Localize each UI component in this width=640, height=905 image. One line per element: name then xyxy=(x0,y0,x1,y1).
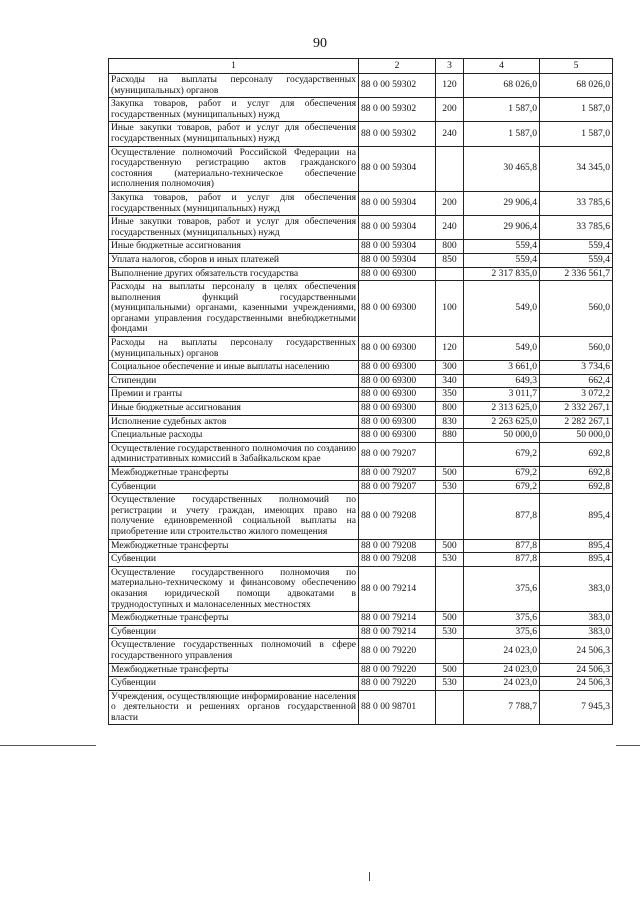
cell-name: Расходы на выплаты персоналу государственных (муниципальных) органов xyxy=(109,337,359,361)
cell-name: Закупка товаров, работ и услуг для обеспечения государственных (муниципальных) нужд xyxy=(109,191,359,215)
cell-name: Специальные расходы xyxy=(109,429,359,443)
cell-amount-year2: 559,4 xyxy=(540,240,613,254)
cell-amount-year1: 2 263 625,0 xyxy=(464,415,540,429)
cell-kvr: 530 xyxy=(436,553,464,567)
table-row xyxy=(109,253,613,267)
cell-name: Премии и гранты xyxy=(109,388,359,402)
cell-name: Межбюджетные трансферты xyxy=(109,612,359,626)
cell-amount-year1: 2 313 625,0 xyxy=(464,402,540,416)
cell-code: 88 0 00 69300 xyxy=(359,361,436,375)
cell-amount-year1: 24 023,0 xyxy=(464,663,540,677)
cell-amount-year2: 34 345,0 xyxy=(540,146,613,191)
cell-amount-year1: 24 023,0 xyxy=(464,677,540,691)
cell-code: 88 0 00 59304 xyxy=(359,191,436,215)
cell-kvr: 500 xyxy=(436,539,464,553)
table-row xyxy=(109,639,613,663)
table-row xyxy=(109,240,613,254)
cell-kvr: 530 xyxy=(436,677,464,691)
table-row xyxy=(109,480,613,494)
cell-kvr: 300 xyxy=(436,361,464,375)
cell-code: 88 0 00 59304 xyxy=(359,253,436,267)
cell-kvr: 830 xyxy=(436,415,464,429)
cell-kvr: 200 xyxy=(436,98,464,122)
cell-kvr xyxy=(436,146,464,191)
budget-table xyxy=(108,58,613,725)
cell-name: Межбюджетные трансферты xyxy=(109,663,359,677)
cell-amount-year1: 679,2 xyxy=(464,467,540,481)
cell-code: 88 0 00 79220 xyxy=(359,663,436,677)
page-number: 90 xyxy=(313,36,327,51)
cell-amount-year2: 383,0 xyxy=(540,612,613,626)
cell-name: Субвенции xyxy=(109,553,359,567)
cell-name: Расходы на выплаты персоналу государственных (муниципальных) органов xyxy=(109,74,359,98)
cell-amount-year1: 30 465,8 xyxy=(464,146,540,191)
cell-code: 88 0 00 79214 xyxy=(359,625,436,639)
cell-amount-year1: 3 011,7 xyxy=(464,388,540,402)
cell-amount-year2: 559,4 xyxy=(540,253,613,267)
cell-name: Осуществление государственных полномочий в сфере государственного управления xyxy=(109,639,359,663)
cell-kvr: 500 xyxy=(436,612,464,626)
cell-amount-year2: 33 785,6 xyxy=(540,216,613,240)
cell-amount-year1: 29 906,4 xyxy=(464,191,540,215)
cell-amount-year1: 1 587,0 xyxy=(464,122,540,146)
cell-kvr xyxy=(436,690,464,725)
cell-kvr: 850 xyxy=(436,253,464,267)
cell-kvr: 800 xyxy=(436,402,464,416)
table-row xyxy=(109,74,613,98)
table-row xyxy=(109,677,613,691)
cell-name: Стипендии xyxy=(109,374,359,388)
column-header-year2: 5 xyxy=(540,59,613,74)
cell-kvr xyxy=(436,267,464,281)
table-row xyxy=(109,494,613,539)
cell-name: Субвенции xyxy=(109,625,359,639)
cell-name: Осуществление полномочий Российской Федерации на государственную регистрацию актов гражданского состояния (материально-техническое обеспечение исполнения полномочия) xyxy=(109,146,359,191)
cell-amount-year2: 383,0 xyxy=(540,566,613,611)
cell-name: Осуществление государственного полномочия по созданию административных комиссий в Забайкальском крае xyxy=(109,442,359,466)
cell-amount-year1: 50 000,0 xyxy=(464,429,540,443)
cell-kvr xyxy=(436,566,464,611)
cell-amount-year1: 559,4 xyxy=(464,253,540,267)
cell-name: Межбюджетные трансферты xyxy=(109,539,359,553)
cell-name: Учреждения, осуществляющие информирование населения о деятельности и решениях органов государственной власти xyxy=(109,690,359,725)
column-header-year1: 4 xyxy=(464,59,540,74)
cell-code: 88 0 00 59302 xyxy=(359,122,436,146)
cell-amount-year1: 24 023,0 xyxy=(464,639,540,663)
cell-amount-year1: 877,8 xyxy=(464,494,540,539)
cell-amount-year1: 375,6 xyxy=(464,566,540,611)
cell-amount-year2: 50 000,0 xyxy=(540,429,613,443)
table-row xyxy=(109,374,613,388)
cell-name: Расходы на выплаты персоналу в целях обеспечения выполнения функций государственными (муниципальными) органами, казенными учреждениями, органами управления государственными внебюджетными фондами xyxy=(109,281,359,337)
cell-code: 88 0 00 69300 xyxy=(359,267,436,281)
cell-code: 88 0 00 79214 xyxy=(359,566,436,611)
cell-amount-year2: 24 506,3 xyxy=(540,677,613,691)
table-row xyxy=(109,361,613,375)
cell-amount-year2: 3 072,2 xyxy=(540,388,613,402)
cell-code: 88 0 00 59304 xyxy=(359,216,436,240)
margin-line-left xyxy=(0,745,96,746)
cell-kvr: 530 xyxy=(436,480,464,494)
table-row xyxy=(109,267,613,281)
table-row xyxy=(109,553,613,567)
column-header-name: 1 xyxy=(109,59,359,74)
cell-amount-year2: 692,8 xyxy=(540,480,613,494)
cell-kvr: 530 xyxy=(436,625,464,639)
cell-amount-year2: 68 026,0 xyxy=(540,74,613,98)
cell-amount-year1: 29 906,4 xyxy=(464,216,540,240)
cell-amount-year2: 33 785,6 xyxy=(540,191,613,215)
cell-amount-year1: 649,3 xyxy=(464,374,540,388)
cell-name: Иные бюджетные ассигнования xyxy=(109,240,359,254)
cell-name: Уплата налогов, сборов и иных платежей xyxy=(109,253,359,267)
cell-name: Иные закупки товаров, работ и услуг для обеспечения государственных (муниципальных) нужд xyxy=(109,216,359,240)
table-row xyxy=(109,566,613,611)
cell-code: 88 0 00 69300 xyxy=(359,402,436,416)
cell-amount-year1: 3 661,0 xyxy=(464,361,540,375)
cell-amount-year2: 1 587,0 xyxy=(540,98,613,122)
cell-amount-year1: 679,2 xyxy=(464,442,540,466)
cell-amount-year2: 895,4 xyxy=(540,553,613,567)
cell-amount-year2: 7 945,3 xyxy=(540,690,613,725)
table-row xyxy=(109,625,613,639)
cell-amount-year2: 560,0 xyxy=(540,337,613,361)
table-row xyxy=(109,281,613,337)
cell-code: 88 0 00 79220 xyxy=(359,677,436,691)
cell-code: 88 0 00 79208 xyxy=(359,539,436,553)
cell-amount-year2: 895,4 xyxy=(540,494,613,539)
cell-amount-year1: 1 587,0 xyxy=(464,98,540,122)
cell-kvr: 800 xyxy=(436,240,464,254)
cell-name: Субвенции xyxy=(109,677,359,691)
cell-amount-year2: 2 336 561,7 xyxy=(540,267,613,281)
cell-amount-year1: 877,8 xyxy=(464,553,540,567)
cell-kvr xyxy=(436,639,464,663)
table-row xyxy=(109,442,613,466)
cell-kvr: 100 xyxy=(436,281,464,337)
cell-code: 88 0 00 69300 xyxy=(359,374,436,388)
table-row xyxy=(109,539,613,553)
cell-amount-year2: 24 506,3 xyxy=(540,663,613,677)
cell-code: 88 0 00 59302 xyxy=(359,98,436,122)
cell-amount-year2: 895,4 xyxy=(540,539,613,553)
cell-code: 88 0 00 59302 xyxy=(359,74,436,98)
cell-amount-year1: 375,6 xyxy=(464,625,540,639)
table-row xyxy=(109,402,613,416)
bottom-mark xyxy=(369,872,370,881)
cell-name: Иные закупки товаров, работ и услуг для обеспечения государственных (муниципальных) нужд xyxy=(109,122,359,146)
table-row xyxy=(109,415,613,429)
cell-kvr: 880 xyxy=(436,429,464,443)
table-row xyxy=(109,612,613,626)
cell-kvr: 240 xyxy=(436,216,464,240)
cell-kvr: 200 xyxy=(436,191,464,215)
cell-name: Социальное обеспечение и иные выплаты населению xyxy=(109,361,359,375)
column-header-code: 2 xyxy=(359,59,436,74)
cell-amount-year2: 560,0 xyxy=(540,281,613,337)
cell-amount-year1: 679,2 xyxy=(464,480,540,494)
cell-amount-year1: 559,4 xyxy=(464,240,540,254)
cell-name: Субвенции xyxy=(109,480,359,494)
cell-code: 88 0 00 79208 xyxy=(359,553,436,567)
cell-amount-year1: 549,0 xyxy=(464,281,540,337)
cell-kvr: 340 xyxy=(436,374,464,388)
cell-amount-year2: 3 734,6 xyxy=(540,361,613,375)
cell-kvr: 500 xyxy=(436,467,464,481)
cell-amount-year1: 549,0 xyxy=(464,337,540,361)
cell-name: Осуществление государственных полномочий по регистрации и учету граждан, имеющих право на получение единовременной социальной выплаты на приобретение или строительство жилого помещения xyxy=(109,494,359,539)
table-row xyxy=(109,98,613,122)
table-row xyxy=(109,429,613,443)
column-header-kvr: 3 xyxy=(436,59,464,74)
cell-kvr: 350 xyxy=(436,388,464,402)
cell-kvr: 240 xyxy=(436,122,464,146)
table-header-row xyxy=(109,59,613,74)
cell-code: 88 0 00 98701 xyxy=(359,690,436,725)
cell-code: 88 0 00 69300 xyxy=(359,281,436,337)
cell-kvr: 500 xyxy=(436,663,464,677)
cell-amount-year1: 877,8 xyxy=(464,539,540,553)
cell-name: Осуществление государственного полномочия по материально-техническому и финансовому обеспечению оказания юридической помощи адвокатами в труднодоступных и малонаселенных местностях xyxy=(109,566,359,611)
cell-code: 88 0 00 79220 xyxy=(359,639,436,663)
cell-amount-year2: 692,8 xyxy=(540,467,613,481)
cell-code: 88 0 00 79207 xyxy=(359,442,436,466)
table-row xyxy=(109,122,613,146)
cell-name: Иные бюджетные ассигнования xyxy=(109,402,359,416)
cell-kvr: 120 xyxy=(436,337,464,361)
margin-line-right xyxy=(616,745,640,746)
table-row xyxy=(109,146,613,191)
table-row xyxy=(109,191,613,215)
cell-code: 88 0 00 79208 xyxy=(359,494,436,539)
cell-amount-year1: 7 788,7 xyxy=(464,690,540,725)
cell-amount-year2: 662,4 xyxy=(540,374,613,388)
cell-kvr: 120 xyxy=(436,74,464,98)
table-row xyxy=(109,690,613,725)
cell-code: 88 0 00 69300 xyxy=(359,388,436,402)
cell-code: 88 0 00 69300 xyxy=(359,337,436,361)
cell-code: 88 0 00 69300 xyxy=(359,415,436,429)
cell-kvr xyxy=(436,494,464,539)
table-row xyxy=(109,467,613,481)
cell-code: 88 0 00 69300 xyxy=(359,429,436,443)
table-row xyxy=(109,388,613,402)
cell-amount-year2: 383,0 xyxy=(540,625,613,639)
table-row xyxy=(109,337,613,361)
cell-amount-year2: 24 506,3 xyxy=(540,639,613,663)
cell-amount-year2: 692,8 xyxy=(540,442,613,466)
cell-name: Закупка товаров, работ и услуг для обеспечения государственных (муниципальных) нужд xyxy=(109,98,359,122)
cell-amount-year1: 375,6 xyxy=(464,612,540,626)
table-row xyxy=(109,216,613,240)
table-body xyxy=(109,74,613,725)
cell-amount-year1: 2 317 835,0 xyxy=(464,267,540,281)
cell-code: 88 0 00 79207 xyxy=(359,480,436,494)
cell-name: Исполнение судебных актов xyxy=(109,415,359,429)
cell-code: 88 0 00 79207 xyxy=(359,467,436,481)
cell-amount-year1: 68 026,0 xyxy=(464,74,540,98)
cell-amount-year2: 1 587,0 xyxy=(540,122,613,146)
cell-code: 88 0 00 59304 xyxy=(359,240,436,254)
cell-code: 88 0 00 79214 xyxy=(359,612,436,626)
cell-name: Межбюджетные трансферты xyxy=(109,467,359,481)
cell-name: Выполнение других обязательств государства xyxy=(109,267,359,281)
cell-amount-year2: 2 332 267,1 xyxy=(540,402,613,416)
table-row xyxy=(109,663,613,677)
cell-kvr xyxy=(436,442,464,466)
cell-code: 88 0 00 59304 xyxy=(359,146,436,191)
cell-amount-year2: 2 282 267,1 xyxy=(540,415,613,429)
